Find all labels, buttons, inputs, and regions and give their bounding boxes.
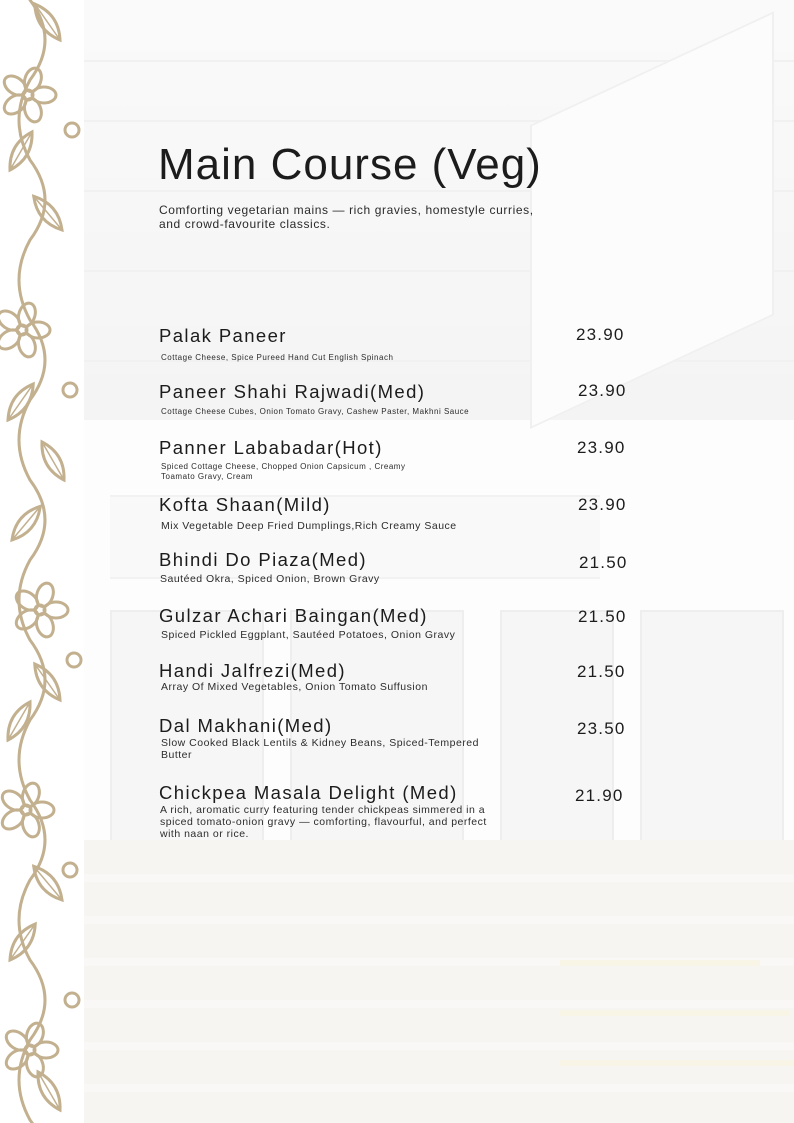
menu-item-price: 21.50 [578,607,627,626]
menu-item-description: Spiced Pickled Eggplant, Sautéed Potatoes, Onion Gravy [161,629,456,641]
menu-item-description: Cottage Cheese Cubes, Onion Tomato Gravy, Cashew Paster, Makhni Sauce [161,407,470,416]
menu-item-description: A rich, aromatic curry featuring tender chickpeas simmered in a spiced tomato-onion gravy — comforting, flavourful, and perfect with naan or rice. [160,804,487,840]
menu-item-description: Mix Vegetable Deep Fried Dumplings,Rich Creamy Sauce [161,520,457,532]
menu-item-name: Handi Jalfrezi(Med) [159,660,346,681]
menu-item-name: Gulzar Achari Baingan(Med) [159,605,428,626]
menu-item-name: Paneer Shahi Rajwadi(Med) [159,381,426,402]
page-subtitle: Comforting vegetarian mains — rich gravies, homestyle curries, and crowd-favourite classics. [159,203,534,231]
menu-item-description: Spiced Cottage Cheese, Chopped Onion Capsicum , Creamy Toamato Gravy, Cream [161,462,406,481]
menu-item-name: Kofta Shaan(Mild) [159,494,331,515]
menu-item-price: 23.90 [576,325,625,344]
menu-item-name: Bhindi Do Piaza(Med) [159,549,367,570]
menu-item-price: 23.50 [577,719,626,738]
menu-item-price: 23.90 [578,381,627,400]
menu-item-description: Cottage Cheese, Spice Pureed Hand Cut English Spinach [161,353,394,362]
menu-item-name: Dal Makhani(Med) [159,715,333,736]
page-title: Main Course (Veg) [158,140,542,189]
menu-item-price: 21.90 [575,786,624,805]
menu-item-description: Array Of Mixed Vegetables, Onion Tomato Suffusion [161,681,428,693]
menu-item-price: 23.90 [578,495,627,514]
menu-item-price: 23.90 [577,438,626,457]
menu-item-name: Chickpea Masala Delight (Med) [159,782,458,803]
menu-item-price: 21.50 [577,662,626,681]
menu-item-name: Panner Lababadar(Hot) [159,437,383,458]
menu-item-description: Slow Cooked Black Lentils & Kidney Beans, Spiced-Tempered Butter [161,737,479,761]
menu-item-description: Sautéed Okra, Spiced Onion, Brown Gravy [160,573,380,585]
menu-item-name: Palak Paneer [159,325,287,346]
menu-item-price: 21.50 [579,553,628,572]
